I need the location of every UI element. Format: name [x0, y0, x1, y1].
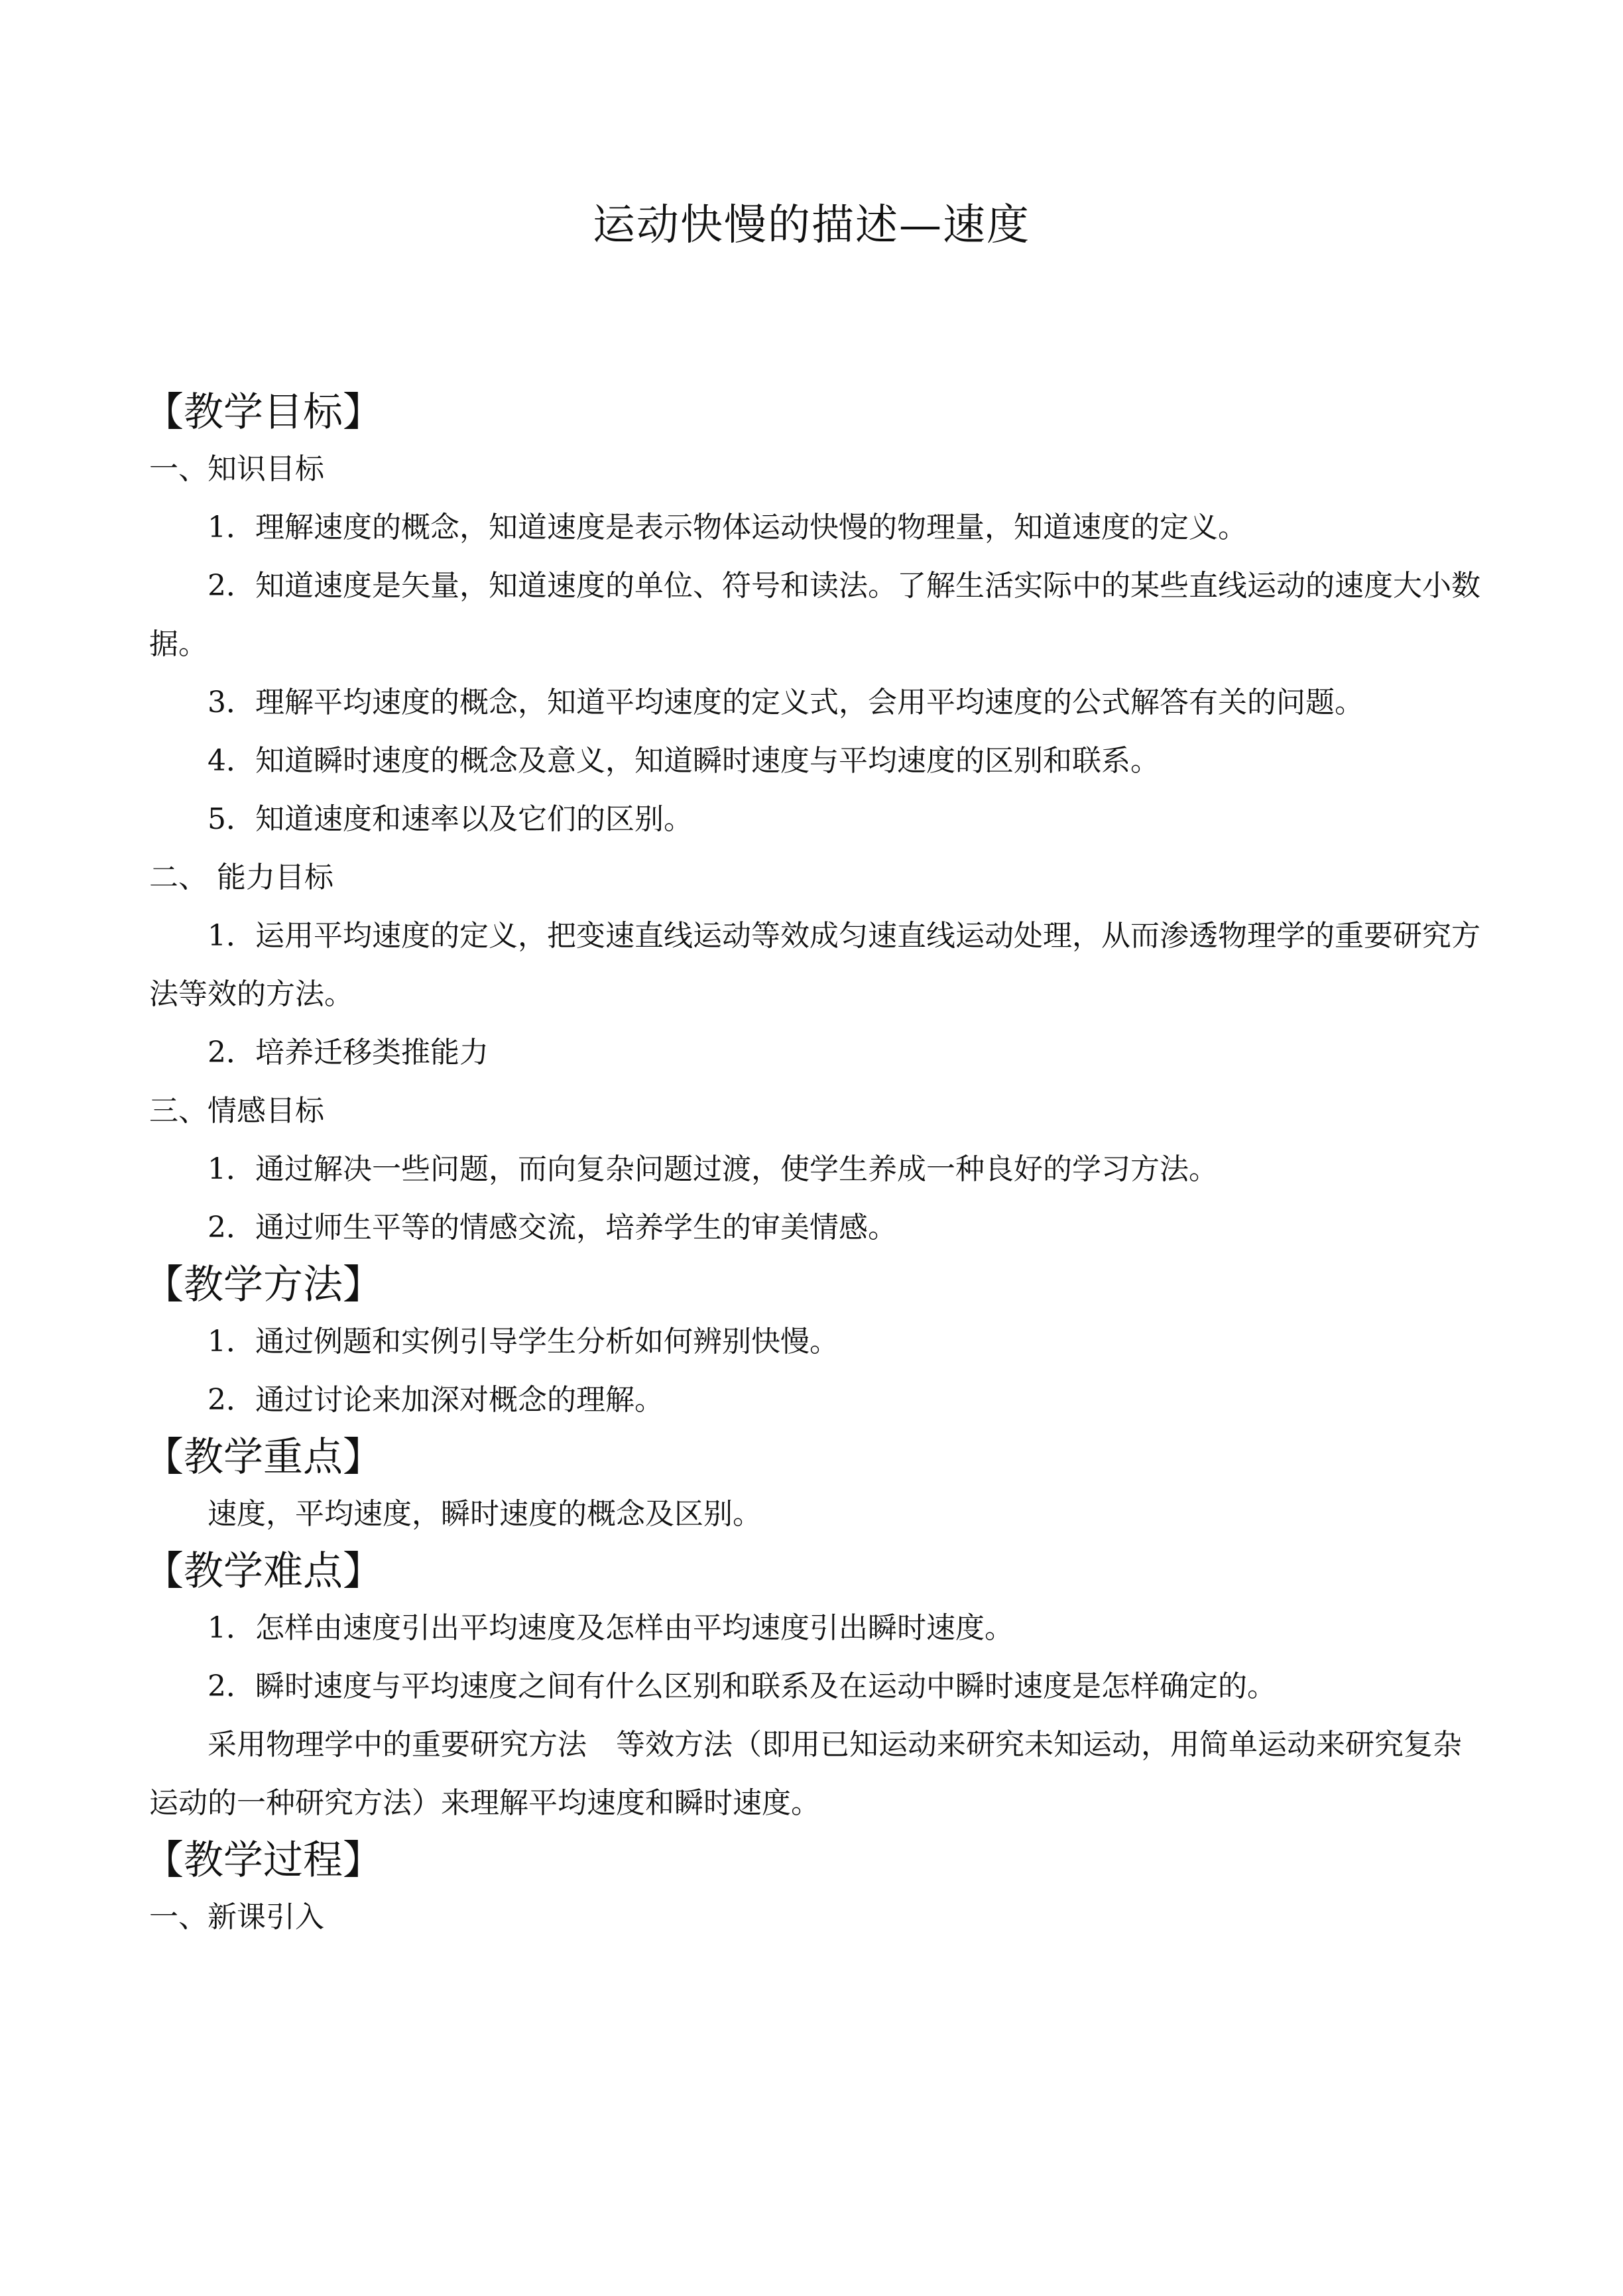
subheading-knowledge-goals: 一、知识目标 — [149, 452, 324, 486]
difficulty-method-part-b: 等效方法（即用已知运动来研究未知运动，用简单运动来研究复杂运动的一种研究方法）来理解平均速度和瞬时速度。 — [149, 1728, 1462, 1820]
knowledge-goal-4: 4．知道瞬时速度的概念及意义，知道瞬时速度与平均速度的区别和联系。 — [208, 744, 1160, 778]
difficulty-item-2: 2．瞬时速度与平均速度之间有什么区别和联系及在运动中瞬时速度是怎样确定的。 — [208, 1669, 1276, 1703]
subheading-emotion-goals: 三、情感目标 — [149, 1094, 324, 1128]
knowledge-goal-3: 3．理解平均速度的概念，知道平均速度的定义式，会用平均速度的公式解答有关的问题。 — [208, 686, 1364, 719]
key-points-text: 速度，平均速度，瞬时速度的概念及区别。 — [208, 1497, 762, 1531]
document-body — [144, 385, 1488, 1947]
method-item-2: 2．通过讨论来加深对概念的理解。 — [208, 1383, 664, 1417]
ability-goal-1: 1．运用平均速度的定义，把变速直线运动等效成匀速直线运动处理，从而渗透物理学的重要研究方法等效的方法。 — [149, 919, 1480, 1011]
emotion-goal-1: 1．通过解决一些问题，而向复杂问题过渡，使学生养成一种良好的学习方法。 — [208, 1152, 1218, 1186]
emotion-goal-2: 2．通过师生平等的情感交流，培养学生的审美情感。 — [208, 1211, 897, 1244]
section-heading-difficulties: 【教学难点】 — [144, 1548, 383, 1595]
section-heading-methods: 【教学方法】 — [144, 1262, 383, 1308]
difficulty-method-paragraph — [149, 1716, 1488, 1833]
subheading-new-lesson-intro: 一、新课引入 — [149, 1900, 324, 1934]
ability-goal-2: 2．培养迁移类推能力 — [208, 1036, 489, 1069]
subheading-ability-goals: 二、 能力目标 — [149, 861, 333, 894]
difficulty-item-1: 1．怎样由速度引出平均速度及怎样由平均速度引出瞬时速度。 — [208, 1611, 1014, 1645]
section-heading-goals: 【教学目标】 — [144, 389, 383, 436]
section-heading-key-points: 【教学重点】 — [144, 1434, 383, 1480]
document-title: 运动快慢的描述—速度 — [593, 201, 1030, 250]
method-item-1: 1．通过例题和实例引导学生分析如何辨别快慢。 — [208, 1325, 839, 1359]
knowledge-goal-1: 1．理解速度的概念，知道速度是表示物体运动快慢的物理量，知道速度的定义。 — [208, 511, 1247, 544]
difficulty-method-part-a: 采用物理学中的重要研究方法 — [208, 1728, 587, 1762]
knowledge-goal-5: 5．知道速度和速率以及它们的区别。 — [208, 802, 693, 836]
section-heading-process: 【教学过程】 — [144, 1837, 383, 1884]
knowledge-goal-2: 2．知道速度是矢量，知道速度的单位、符号和读法。了解生活实际中的某些直线运动的速度大小数据。 — [149, 569, 1480, 661]
